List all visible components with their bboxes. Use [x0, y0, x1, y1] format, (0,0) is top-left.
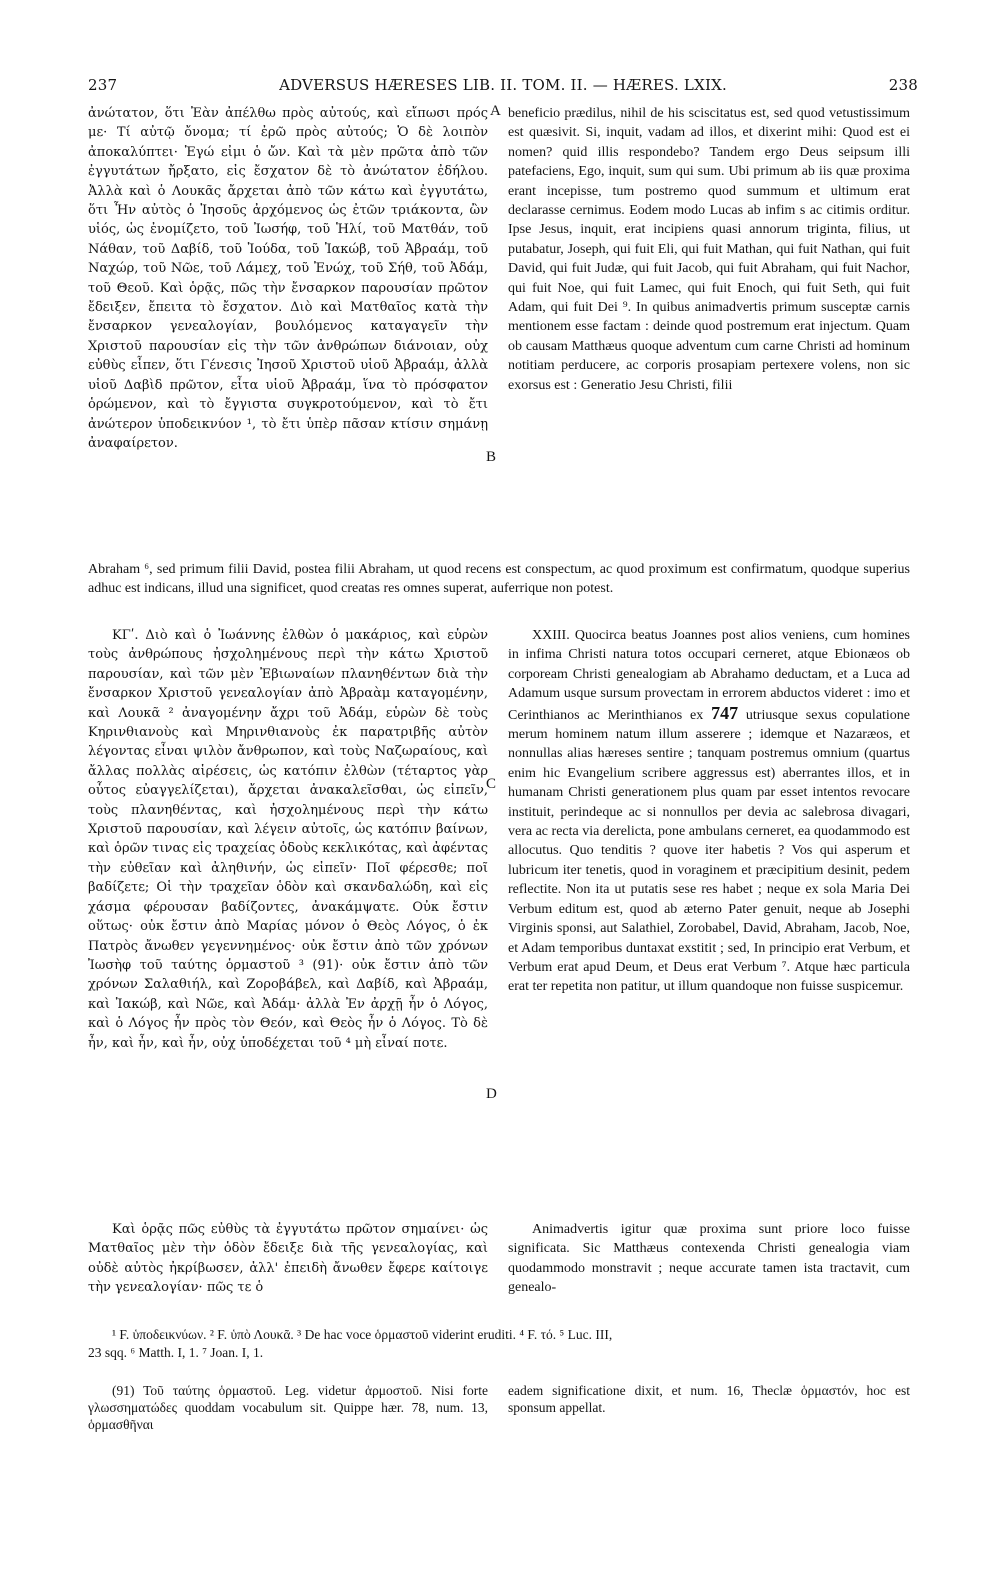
latin-paragraph-chapter-23-part-b: utriusque sexus copulatione merum hominem natum illum asserere ; idemque et Nazaræos, et nonnullas alias hæreses sentire ; tanquam postremus omnium (quartus enim hic Evangelium scribere aggressus est) aberrantes illos, et in humanam Christi generationem plus quam par esset intentos revocare instituit, perindeque ac si nonnullos per devia ac salebrosa divagari, vera ac recta via derelicta, pone ambulans cerneret, ea quodammodo est allocutus. Quo tenditis ? quove iter habetis ? Vos qui asperum et lubricum iter tenetis, quod in voraginem et præcipitium desinit, pedem reflectite. Non ita ut putatis sese res habet ; neque ex sola Maria Dei Verbum editum est, quod ab æterno Pater genuit, neque ab Josephi Virginis sponsi, aut Salathiel, Zorobabel, David, Abraham, Jacob, Noe, et Adam temporibus duntaxat exstitit ; sed, In principio erat Verbum, et Verbum erat apud Deum, et Deus erat Verbum ⁷. Atque hæc particula erat ter repetita non patitur, ut illum quandoque non fuisse suspicemur.	[508, 707, 910, 995]
latin-paragraph-bottom: Animadvertis igitur quæ proxima sunt priore loco fuisse significata. Sic Matthæus contexenda Christi genealogia viam quodammodo monstravit ; neque accurate tamen ista tractavit, cum genealo-	[508, 1222, 910, 1296]
note-91-text-right: eadem significatione dixit, et num. 16, Theclæ ὁρμαστόν, hoc est sponsum appellat.	[508, 1383, 910, 1415]
footnote-line-2: 23 sqq. ⁶ Matth. I, 1. ⁷ Joan. I, 1.	[88, 1345, 264, 1360]
latin-paragraph-chapter-23-part-a: XXIII. Quocirca beatus Joannes post alios veniens, cum homines in infima Christi natura totos occupari cerneret, atque Ebionæos ob corpoream Christi genealogiam ab Abrahamo deductam, et a Luca ad Adamum usque sursum provectam in errorem abductos videret : imo et Cerinthianos ac Merinthianos ex	[508, 628, 910, 723]
greek-paragraph-bottom: Καὶ ὁρᾷς πῶς εὐθὺς τὰ ἐγγυτάτω πρῶτον σημαίνει· ὡς Ματθαῖος μὲν τὴν ὁδὸν ἔδειξε διὰ τῆς γενεαλογίας, καὶ οὐδὲ αὐτὸς ἠκρίβωσεν, ἀλλ' ἐπειδὴ ἄνωθεν ἔφερε καίτοιγε τὴν γενεαλογίαν· πῶς τε ὁ	[88, 1222, 488, 1296]
running-header	[88, 76, 918, 100]
greek-column-bottom	[88, 1220, 488, 1320]
greek-paragraph-top: ἀνώτατον, ὅτι Ἐὰν ἀπέλθω πρὸς αὐτούς, καὶ εἴπωσι πρός με· Τί αὐτῷ ὄνομα; τί ἐρῶ πρὸς αὐτούς; Ὁ δὲ λοιπὸν ἀποκαλύπτει· Ἐγώ εἰμι ὁ ὤν. Καὶ τὰ μὲν πρῶτα ἀπὸ τῶν ἐγγυτάτων ἤρξατο, εἰς ἔσχατον δὲ τὸ ἀνώτατον ἐδήλου. Ἀλλὰ καὶ ὁ Λουκᾶς ἄρχεται ἀπὸ τῶν κάτω καὶ ἐγγυτάτω, ὅτι Ἦν αὐτὸς ὁ Ἰησοῦς ἀρχόμενος ὡς ἐτῶν τριάκοντα, ὢν υἱός, ὡς ἐνομίζετο, τοῦ Ἰωσήφ, τοῦ Ἡλί, τοῦ Ματθάν, τοῦ Νάθαν, τοῦ Δαβίδ, τοῦ Ἰούδα, τοῦ Ἰακώβ, τοῦ Ἀβραάμ, τοῦ Ναχώρ, τοῦ Νῶε, τοῦ Λάμεχ, τοῦ Ἐνώχ, τοῦ Σήθ, τοῦ Ἀδάμ, τοῦ Θεοῦ. Καὶ ὁρᾷς, πῶς τὴν ἔνσαρκον παρουσίαν πρῶτον ἔδειξεν, ἔπειτα τὸ ἔσχατον. Διὸ καὶ Ματθαῖος κατὰ τὴν ἔνσαρκον γενεαλογίαν, βουλόμενος καταγαγεῖν τὴν Χριστοῦ παρουσίαν εἰς τὴν τῶν ἀνθρώπων διάνοιαν, οὐχ εὐθὺς εἶπεν, ὅτι Γένεσις Ἰησοῦ Χριστοῦ υἱοῦ Ἀβραάμ, ἀλλὰ υἱοῦ Δαβὶδ πρῶτον, εἶτα υἱοῦ Ἀβραάμ, ἵνα τὸ πρόσφατον ὁρώμενον, καὶ τὸ ἔγγιστα συγκροτούμενον, καὶ τὸ ἔτι ἀνώτερον ὑποδεικνύον ¹, τὸ ἔτι ὑπὲρ πᾶσαν κτίσιν σημάνῃ ἀναφαίρετον.	[88, 106, 488, 451]
note-91-left	[88, 1382, 488, 1442]
note-91-text-left: (91) Τοῦ ταύτης ὁρμαστοῦ. Leg. videtur ἁρμοστοῦ. Nisi forte γλωσσηματώδες quoddam vocabulum sit. Quippe hær. 78, num. 13, ὁρμασθῆναι	[88, 1383, 488, 1432]
footnotes	[88, 1326, 910, 1362]
greek-paragraph-chapter-23: ΚΓʹ. Διὸ καὶ ὁ Ἰωάννης ἐλθὼν ὁ μακάριος, καὶ εὑρὼν τοὺς ἀνθρώπους ἠσχολημένους περὶ τὴν κάτω Χριστοῦ παρουσίαν, καὶ τῶν μὲν Ἐβιωναίων πλανηθέντων διὰ τὴν ἔνσαρκον Χριστοῦ γενεαλογίαν ἀπὸ Ἀβραὰμ καταγομένην, καὶ Λουκᾶ ² ἀναγομένην ἄχρι τοῦ Ἀδάμ, εὑρὼν δὲ τοὺς Κηρινθιανοὺς καὶ Μηρινθιανοὺς ἐκ παρατριβῆς αὐτὸν λέγοντας εἶναι ψιλὸν ἄνθρωπον, καὶ τοὺς Ναζωραίους, καὶ ἄλλας πολλὰς αἱρέσεις, ὡς κατόπιν ἐλθὼν (τέταρτος γὰρ οὗτος εὐαγγελίζεται), ἄρχεται ἀνακαλεῖσθαι, ὡς εἰπεῖν, τοὺς πλανηθέντας, καὶ ἠσχολημένους περὶ τὴν κάτω Χριστοῦ παρουσίαν, καὶ λέγειν αὐτοῖς, ὡς κατόπιν βαίνων, καὶ ὁρῶν τινας εἰς τραχείας ὁδοὺς κεκλικότας, καὶ ἀφέντας τὴν εὐθεῖαν καὶ ἀληθινήν, ὡς εἰπεῖν· Ποῖ φέρεσθε; ποῖ βαδίζετε; Οἱ τὴν τραχεῖαν ὁδὸν καὶ σκανδαλώδη, καὶ εἰς χάσμα φέρουσαν βαδίζοντες, ἀνακάμψατε. Οὐκ ἔστιν οὕτως· οὐκ ἔστιν ἀπὸ Μαρίας μόνον ὁ Θεὸς Λόγος, ὁ ἐκ Πατρὸς ἄνωθεν γεγεννημένος· οὐκ ἔστιν ἀπὸ τῶν χρόνων Ἰωσὴφ τοῦ ταύτης ὁρμαστοῦ ³ (91)· οὐκ ἔστιν ἀπὸ τῶν χρόνων Σαλαθιήλ, καὶ Ζοροβάβελ, καὶ Δαβίδ, καὶ Ἀβραάμ, καὶ Ἰακώβ, καὶ Νῶε, καὶ Ἀδάμ· ἀλλὰ Ἐν ἀρχῇ ἦν ὁ Λόγος, καὶ ὁ Λόγος ἦν πρὸς τὸν Θεόν, καὶ Θεὸς ἦν ὁ Λόγος. Τὸ δὲ ἦν, καὶ ἦν, καὶ ἦν, οὐχ ὑποδέχεται τοῦ ⁴ μὴ εἶναί ποτε.	[88, 628, 488, 1051]
running-title: ADVERSUS HÆRESES LIB. II. TOM. II. — HÆRES. LXIX.	[279, 76, 727, 94]
greek-column-top	[88, 104, 488, 560]
margin-letter-d: D	[486, 1086, 497, 1102]
margin-letter-c: C	[486, 776, 497, 792]
column-number-747: 747	[711, 702, 739, 723]
page-number-left: 237	[88, 76, 118, 94]
greek-column-middle	[88, 626, 488, 1186]
margin-letter-b: B	[486, 449, 497, 465]
latin-paragraph-top: beneficio prædilus, nihil de his sciscitatus est, sed quod vetustissimum est quæsivit. Si, inquit, vadam ad illos, et dixerint mihi: Quod est ei nomen? quid illis respondebo? Tandem ergo Deus seipsum illi patefaciens, Ego, inquit, sum qui sum. Ubi primum ab iis quæ proxima erant incepisse, tum postremo quod summum et ultimum erat declarasse cernimus. Eodem modo Lucas ab infim s ac citimis orditur. Ipse Jesus, inquit, erat incipiens quasi annorum triginta, filius, ut putabatur, Joseph, qui fuit Eli, qui fuit Mathan, qui fuit Nathan, qui fuit David, qui fuit Judæ, qui fuit Jacob, qui fuit Abraham, qui fuit Nachor, qui fuit Noe, qui fuit Lamec, qui fuit Enoch, qui fuit Seth, qui fuit Adam, qui fuit Dei ⁹. In quibus animadvertis primum susceptæ carnis mentionem esse factam : deinde quod postremum erat injectum. Quam ob causam Matthæus quoque adventum cum carne Christi ad hominum notitiam perducere, ac corporis prosapiam pertexere volens, non sic exorsus est : Generatio Jesu Christi, filii	[508, 106, 910, 393]
latin-full-width-paragraph: Abraham ⁶, sed primum filii David, postea filii Abraham, ut quod recens est conspectum, ac quod proximum est confirmatum, quodque superius adhuc est indicans, illud una significet, quod creatas res omnes superat, auferrique non potest.	[88, 562, 910, 597]
footnote-line-1: ¹ F. ὑποδεικνύων. ² F. ὑπὸ Λουκᾶ. ³ De hac voce ὁρμαστοῦ viderint eruditi. ⁴ F. τό. ⁵ Luc. III,	[112, 1327, 613, 1342]
margin-letter-a: A	[490, 103, 501, 119]
latin-column-bottom	[508, 1220, 910, 1320]
latin-paragraph-chapter-23	[508, 626, 910, 997]
latin-column-middle	[508, 626, 910, 1206]
page-number-right: 238	[888, 76, 918, 94]
latin-column-top	[508, 104, 910, 560]
note-91-right	[508, 1382, 910, 1442]
